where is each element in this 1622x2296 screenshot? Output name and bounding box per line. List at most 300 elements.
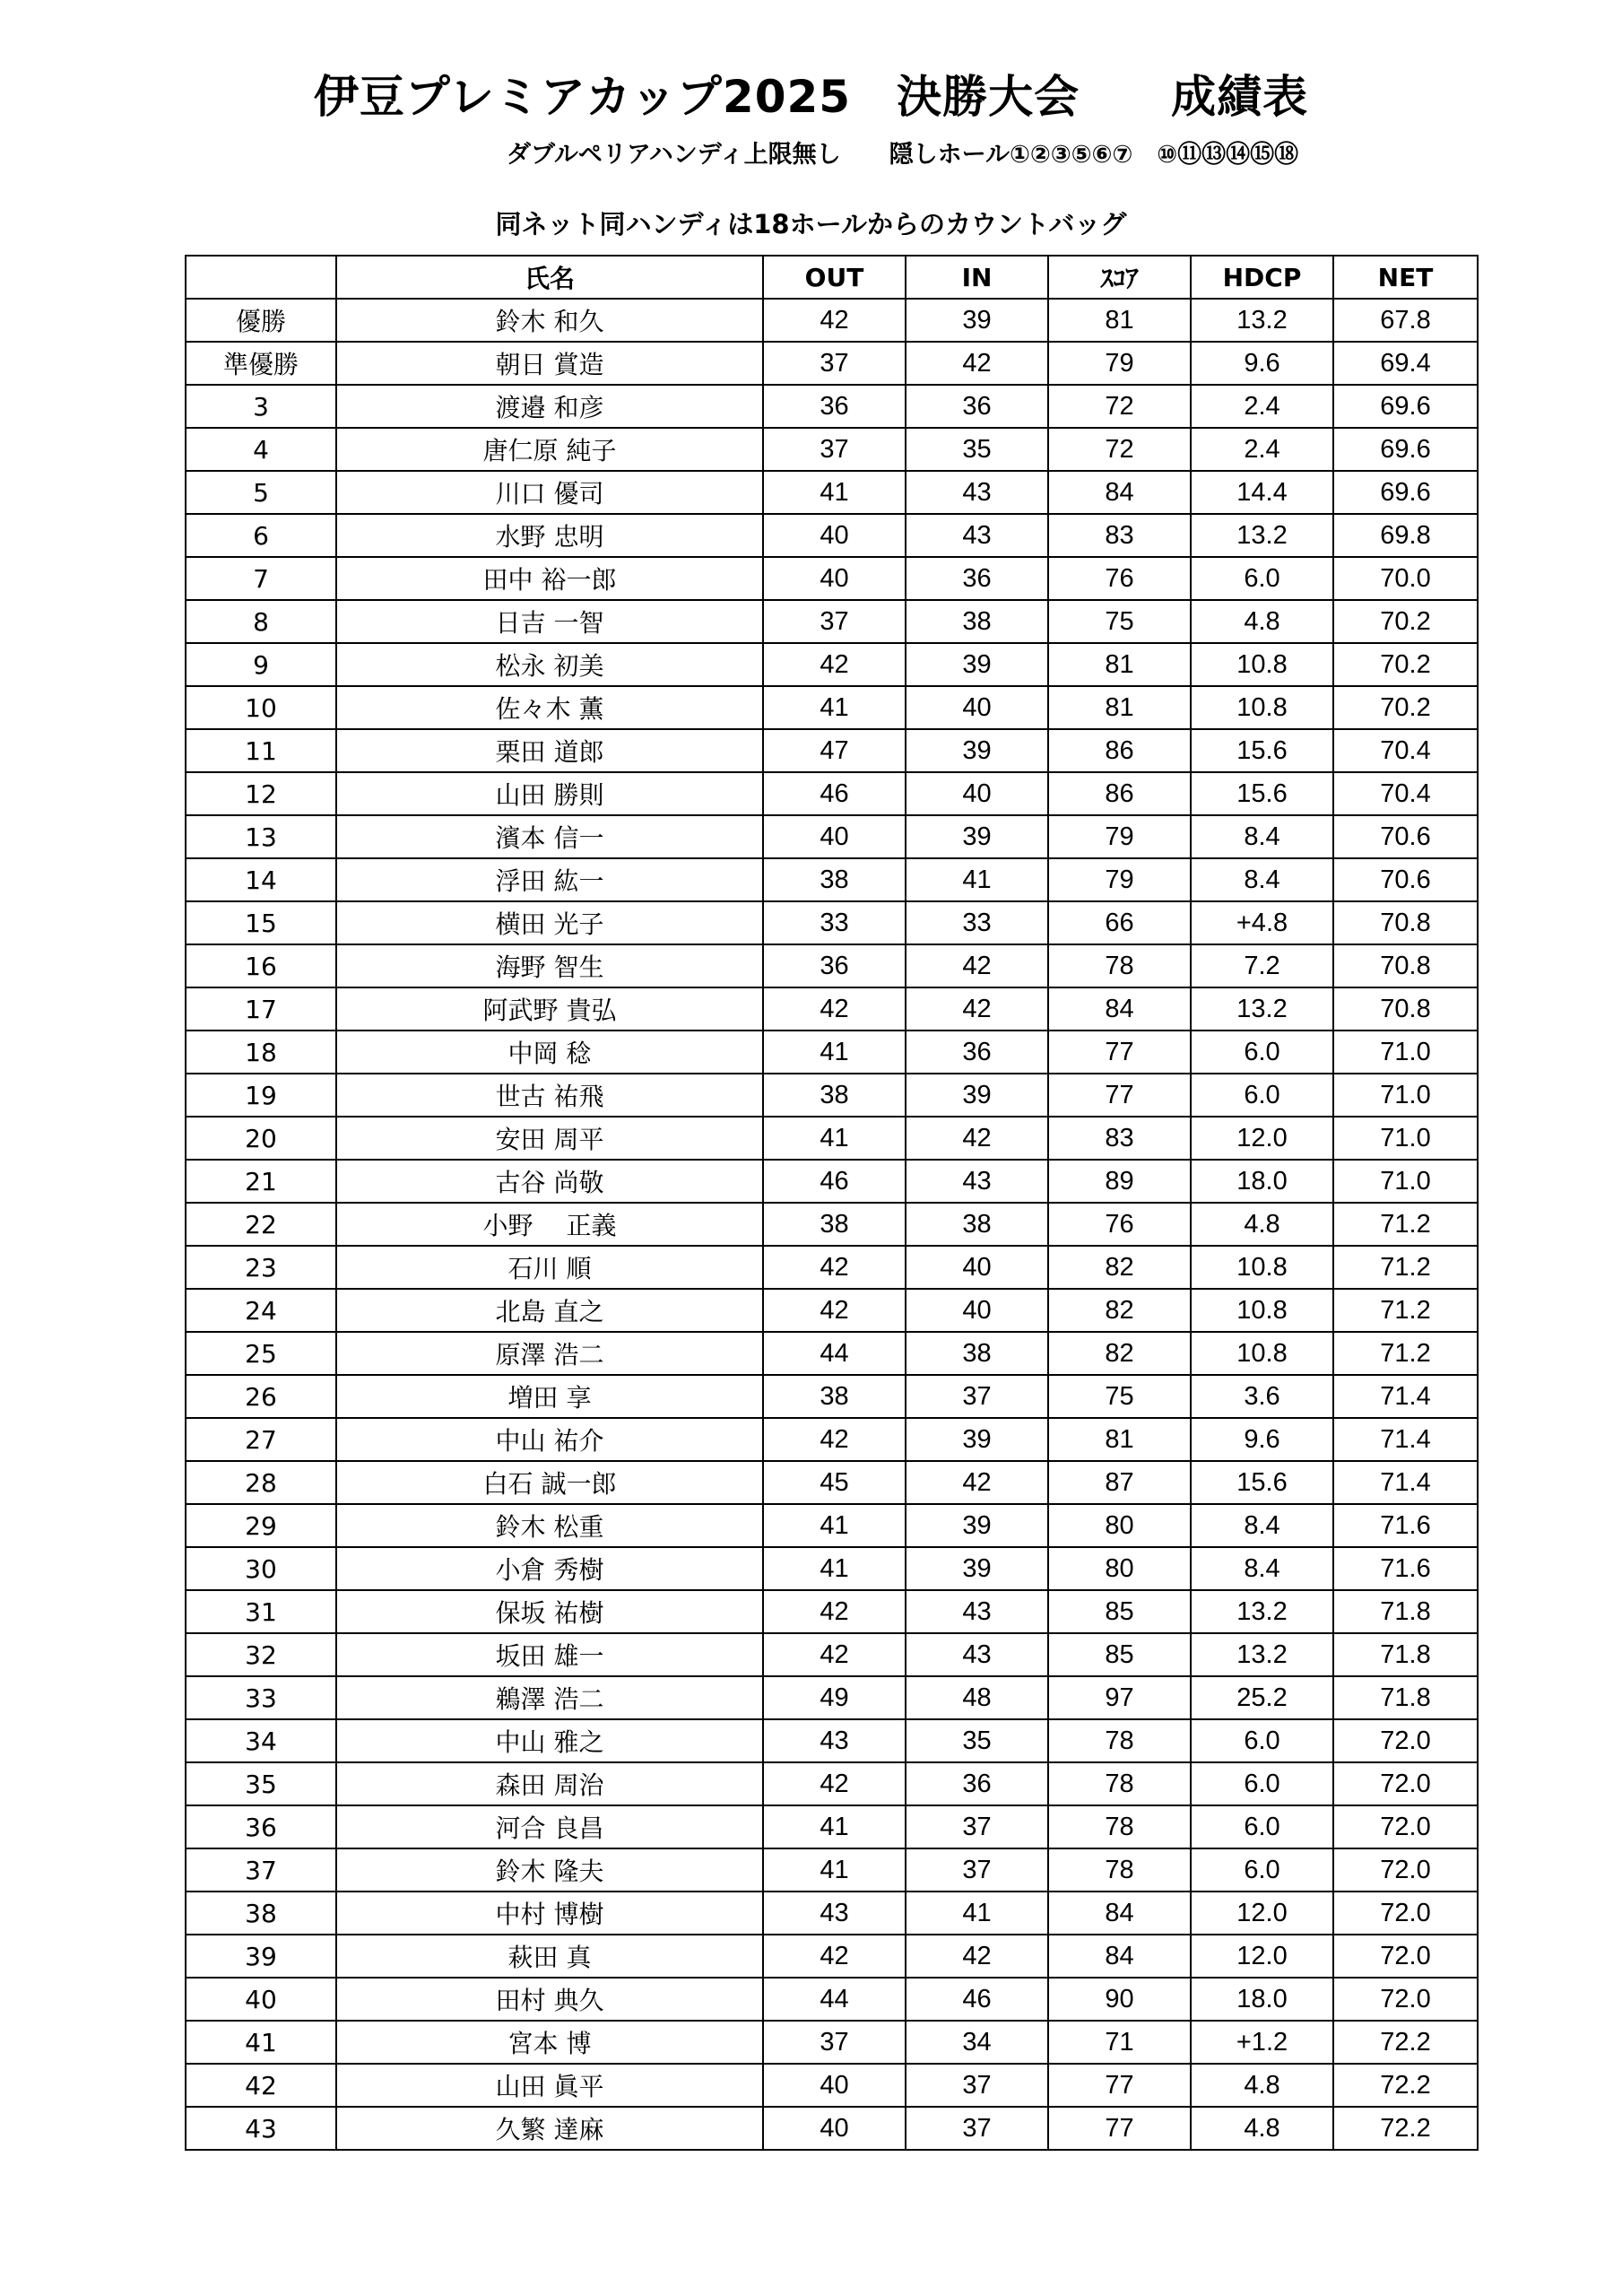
in-cell: 46 — [906, 1978, 1048, 2021]
score-cell: 80 — [1048, 1547, 1191, 1590]
net-cell: 70.8 — [1333, 901, 1478, 944]
score-cell: 78 — [1048, 1805, 1191, 1848]
rank-cell: 18 — [186, 1031, 336, 1074]
name-cell: 横田 光子 — [336, 901, 763, 944]
out-cell: 37 — [763, 428, 906, 471]
out-cell: 46 — [763, 772, 906, 815]
table-row — [186, 815, 1478, 858]
out-cell: 40 — [763, 815, 906, 858]
hdcp-cell: 6.0 — [1191, 1719, 1333, 1762]
name-cell: 坂田 雄一 — [336, 1633, 763, 1676]
column-header-name: 氏名 — [336, 256, 763, 299]
out-cell: 38 — [763, 1375, 906, 1418]
in-cell: 36 — [906, 1762, 1048, 1805]
in-cell: 43 — [906, 514, 1048, 557]
out-cell: 37 — [763, 600, 906, 643]
out-cell: 40 — [763, 2064, 906, 2107]
hdcp-cell: 18.0 — [1191, 1978, 1333, 2021]
score-cell: 83 — [1048, 1117, 1191, 1160]
name-cell: 河合 良昌 — [336, 1805, 763, 1848]
out-cell: 41 — [763, 1117, 906, 1160]
table-row — [186, 987, 1478, 1031]
hdcp-cell: 25.2 — [1191, 1676, 1333, 1719]
rank-cell: 40 — [186, 1978, 336, 2021]
hdcp-cell: 12.0 — [1191, 1892, 1333, 1935]
net-cell: 72.0 — [1333, 1762, 1478, 1805]
net-cell: 72.2 — [1333, 2021, 1478, 2064]
table-row — [186, 1633, 1478, 1676]
in-cell: 36 — [906, 557, 1048, 600]
table-row — [186, 1676, 1478, 1719]
rank-cell: 19 — [186, 1074, 336, 1117]
rank-cell: 33 — [186, 1676, 336, 1719]
rank-cell: 6 — [186, 514, 336, 557]
rank-cell: 優勝 — [186, 299, 336, 342]
name-cell: 松永 初美 — [336, 643, 763, 686]
out-cell: 40 — [763, 2107, 906, 2150]
rank-cell: 23 — [186, 1246, 336, 1289]
name-cell: 山田 眞平 — [336, 2064, 763, 2107]
net-cell: 67.8 — [1333, 299, 1478, 342]
score-cell: 82 — [1048, 1332, 1191, 1375]
hdcp-cell: +1.2 — [1191, 2021, 1333, 2064]
net-cell: 72.0 — [1333, 1892, 1478, 1935]
out-cell: 41 — [763, 1504, 906, 1547]
score-cell: 76 — [1048, 1203, 1191, 1246]
column-header-score: ｽｺｱ — [1048, 256, 1191, 299]
in-cell: 43 — [906, 471, 1048, 514]
name-cell: 栗田 道郎 — [336, 729, 763, 772]
score-cell: 84 — [1048, 1892, 1191, 1935]
rank-cell: 21 — [186, 1160, 336, 1203]
name-cell: 海野 智生 — [336, 944, 763, 987]
hdcp-cell: 12.0 — [1191, 1935, 1333, 1978]
rank-cell: 38 — [186, 1892, 336, 1935]
name-cell: 川口 優司 — [336, 471, 763, 514]
column-header-in: IN — [906, 256, 1048, 299]
in-cell: 48 — [906, 1676, 1048, 1719]
hdcp-cell: 13.2 — [1191, 514, 1333, 557]
table-row — [186, 1074, 1478, 1117]
results-table — [185, 255, 1479, 2151]
net-cell: 71.0 — [1333, 1160, 1478, 1203]
table-row — [186, 1461, 1478, 1504]
score-cell: 78 — [1048, 1719, 1191, 1762]
in-cell: 42 — [906, 342, 1048, 385]
name-cell: 日吉 一智 — [336, 600, 763, 643]
out-cell: 49 — [763, 1676, 906, 1719]
name-cell: 佐々木 薫 — [336, 686, 763, 729]
in-cell: 40 — [906, 686, 1048, 729]
net-cell: 71.2 — [1333, 1289, 1478, 1332]
rank-cell: 39 — [186, 1935, 336, 1978]
name-cell: 久繁 達麻 — [336, 2107, 763, 2150]
out-cell: 41 — [763, 471, 906, 514]
net-cell: 70.8 — [1333, 987, 1478, 1031]
in-cell: 37 — [906, 1848, 1048, 1892]
hdcp-cell: 13.2 — [1191, 1590, 1333, 1633]
score-cell: 82 — [1048, 1246, 1191, 1289]
net-cell: 72.0 — [1333, 1719, 1478, 1762]
countback-note: 同ネット同ハンディは18ホールからのカウントバッグ — [495, 209, 1127, 239]
hdcp-cell: 10.8 — [1191, 1246, 1333, 1289]
hdcp-cell: 6.0 — [1191, 1805, 1333, 1848]
out-cell: 42 — [763, 987, 906, 1031]
name-cell: 小野 正義 — [336, 1203, 763, 1246]
in-cell: 39 — [906, 299, 1048, 342]
net-cell: 71.2 — [1333, 1332, 1478, 1375]
out-cell: 43 — [763, 1892, 906, 1935]
rank-cell: 43 — [186, 2107, 336, 2150]
in-cell: 42 — [906, 1117, 1048, 1160]
in-cell: 39 — [906, 815, 1048, 858]
in-cell: 38 — [906, 1203, 1048, 1246]
in-cell: 43 — [906, 1160, 1048, 1203]
score-cell: 81 — [1048, 643, 1191, 686]
table-row — [186, 342, 1478, 385]
hdcp-cell: 4.8 — [1191, 1203, 1333, 1246]
table-row — [186, 944, 1478, 987]
net-cell: 70.0 — [1333, 557, 1478, 600]
hdcp-cell: 3.6 — [1191, 1375, 1333, 1418]
table-row — [186, 643, 1478, 686]
name-cell: 濱本 信一 — [336, 815, 763, 858]
out-cell: 41 — [763, 1805, 906, 1848]
out-cell: 38 — [763, 858, 906, 901]
out-cell: 42 — [763, 299, 906, 342]
column-header-hdcp: HDCP — [1191, 256, 1333, 299]
score-cell: 90 — [1048, 1978, 1191, 2021]
rank-cell: 29 — [186, 1504, 336, 1547]
table-row — [186, 1289, 1478, 1332]
table-row — [186, 1719, 1478, 1762]
rank-cell: 10 — [186, 686, 336, 729]
column-header-rank — [186, 256, 336, 299]
name-cell: 朝日 賞造 — [336, 342, 763, 385]
table-row — [186, 1375, 1478, 1418]
score-cell: 76 — [1048, 557, 1191, 600]
hdcp-cell: 10.8 — [1191, 643, 1333, 686]
net-cell: 71.8 — [1333, 1676, 1478, 1719]
table-row — [186, 1848, 1478, 1892]
net-cell: 71.2 — [1333, 1246, 1478, 1289]
score-cell: 85 — [1048, 1633, 1191, 1676]
hdcp-cell: 6.0 — [1191, 1074, 1333, 1117]
table-row — [186, 428, 1478, 471]
net-cell: 71.4 — [1333, 1375, 1478, 1418]
in-cell: 36 — [906, 1031, 1048, 1074]
net-cell: 70.4 — [1333, 772, 1478, 815]
score-cell: 86 — [1048, 772, 1191, 815]
score-cell: 71 — [1048, 2021, 1191, 2064]
rank-cell: 41 — [186, 2021, 336, 2064]
name-cell: 石川 順 — [336, 1246, 763, 1289]
in-cell: 36 — [906, 385, 1048, 428]
in-cell: 40 — [906, 1289, 1048, 1332]
table-row — [186, 514, 1478, 557]
out-cell: 42 — [763, 1935, 906, 1978]
in-cell: 43 — [906, 1633, 1048, 1676]
out-cell: 37 — [763, 2021, 906, 2064]
table-row — [186, 600, 1478, 643]
score-cell: 72 — [1048, 428, 1191, 471]
name-cell: 北島 直之 — [336, 1289, 763, 1332]
rank-cell: 24 — [186, 1289, 336, 1332]
name-cell: 鈴木 隆夫 — [336, 1848, 763, 1892]
out-cell: 42 — [763, 1762, 906, 1805]
out-cell: 41 — [763, 1031, 906, 1074]
rank-cell: 7 — [186, 557, 336, 600]
score-cell: 97 — [1048, 1676, 1191, 1719]
table-row — [186, 2064, 1478, 2107]
net-cell: 72.0 — [1333, 1978, 1478, 2021]
hdcp-cell: 8.4 — [1191, 1504, 1333, 1547]
rank-cell: 8 — [186, 600, 336, 643]
net-cell: 70.2 — [1333, 686, 1478, 729]
name-cell: 原澤 浩二 — [336, 1332, 763, 1375]
table-row — [186, 299, 1478, 342]
in-cell: 43 — [906, 1590, 1048, 1633]
name-cell: 田村 典久 — [336, 1978, 763, 2021]
in-cell: 40 — [906, 1246, 1048, 1289]
in-cell: 37 — [906, 1375, 1048, 1418]
in-cell: 35 — [906, 1719, 1048, 1762]
hdcp-cell: 13.2 — [1191, 1633, 1333, 1676]
in-cell: 37 — [906, 2064, 1048, 2107]
hdcp-cell: 13.2 — [1191, 299, 1333, 342]
table-row — [186, 1805, 1478, 1848]
in-cell: 35 — [906, 428, 1048, 471]
in-cell: 39 — [906, 1418, 1048, 1461]
table-row — [186, 1935, 1478, 1978]
net-cell: 70.2 — [1333, 643, 1478, 686]
hdcp-cell: 10.8 — [1191, 1289, 1333, 1332]
out-cell: 41 — [763, 1547, 906, 1590]
out-cell: 37 — [763, 342, 906, 385]
rank-cell: 15 — [186, 901, 336, 944]
hdcp-cell: 4.8 — [1191, 2064, 1333, 2107]
score-cell: 87 — [1048, 1461, 1191, 1504]
in-cell: 42 — [906, 944, 1048, 987]
score-cell: 84 — [1048, 471, 1191, 514]
score-cell: 79 — [1048, 815, 1191, 858]
net-cell: 71.4 — [1333, 1418, 1478, 1461]
net-cell: 71.6 — [1333, 1547, 1478, 1590]
rank-cell: 13 — [186, 815, 336, 858]
hdcp-cell: 10.8 — [1191, 686, 1333, 729]
name-cell: 中山 雅之 — [336, 1719, 763, 1762]
name-cell: 安田 周平 — [336, 1117, 763, 1160]
hdcp-cell: 15.6 — [1191, 729, 1333, 772]
hdcp-cell: 13.2 — [1191, 987, 1333, 1031]
results-table-body — [186, 299, 1478, 2150]
score-cell: 75 — [1048, 1375, 1191, 1418]
out-cell: 42 — [763, 1418, 906, 1461]
rank-cell: 31 — [186, 1590, 336, 1633]
out-cell: 45 — [763, 1461, 906, 1504]
hdcp-cell: 10.8 — [1191, 1332, 1333, 1375]
rank-cell: 5 — [186, 471, 336, 514]
hdcp-cell: 6.0 — [1191, 1031, 1333, 1074]
score-cell: 84 — [1048, 1935, 1191, 1978]
out-cell: 46 — [763, 1160, 906, 1203]
hdcp-cell: 7.2 — [1191, 944, 1333, 987]
out-cell: 42 — [763, 643, 906, 686]
in-cell: 39 — [906, 1074, 1048, 1117]
name-cell: 世古 祐飛 — [336, 1074, 763, 1117]
out-cell: 33 — [763, 901, 906, 944]
score-cell: 81 — [1048, 299, 1191, 342]
name-cell: 中村 博樹 — [336, 1892, 763, 1935]
hdcp-cell: 12.0 — [1191, 1117, 1333, 1160]
handicap-rule-text: ダブルペリアハンディ上限無し 隠しホール①②③⑤⑥⑦ ⑩⑪⑬⑭⑮⑱ — [507, 141, 1299, 169]
hdcp-cell: 8.4 — [1191, 858, 1333, 901]
score-cell: 77 — [1048, 1031, 1191, 1074]
hdcp-cell: 6.0 — [1191, 1762, 1333, 1805]
net-cell: 70.6 — [1333, 858, 1478, 901]
net-cell: 69.8 — [1333, 514, 1478, 557]
table-row — [186, 1978, 1478, 2021]
out-cell: 44 — [763, 1332, 906, 1375]
in-cell: 38 — [906, 600, 1048, 643]
score-cell: 80 — [1048, 1504, 1191, 1547]
hdcp-cell: 2.4 — [1191, 385, 1333, 428]
hdcp-cell: +4.8 — [1191, 901, 1333, 944]
out-cell: 42 — [763, 1633, 906, 1676]
net-cell: 70.2 — [1333, 600, 1478, 643]
rank-cell: 35 — [186, 1762, 336, 1805]
score-cell: 78 — [1048, 944, 1191, 987]
table-row — [186, 1332, 1478, 1375]
in-cell: 39 — [906, 1504, 1048, 1547]
table-row — [186, 729, 1478, 772]
net-cell: 71.0 — [1333, 1117, 1478, 1160]
rank-cell: 9 — [186, 643, 336, 686]
score-cell: 78 — [1048, 1848, 1191, 1892]
net-cell: 69.6 — [1333, 428, 1478, 471]
in-cell: 40 — [906, 772, 1048, 815]
out-cell: 42 — [763, 1246, 906, 1289]
score-cell: 79 — [1048, 342, 1191, 385]
rank-cell: 準優勝 — [186, 342, 336, 385]
net-cell: 72.0 — [1333, 1805, 1478, 1848]
table-row — [186, 471, 1478, 514]
score-cell: 79 — [1048, 858, 1191, 901]
score-cell: 77 — [1048, 2064, 1191, 2107]
net-cell: 71.8 — [1333, 1633, 1478, 1676]
score-cell: 84 — [1048, 987, 1191, 1031]
in-cell: 42 — [906, 1935, 1048, 1978]
out-cell: 47 — [763, 729, 906, 772]
table-row — [186, 1504, 1478, 1547]
name-cell: 萩田 真 — [336, 1935, 763, 1978]
name-cell: 渡邉 和彦 — [336, 385, 763, 428]
net-cell: 71.4 — [1333, 1461, 1478, 1504]
score-cell: 89 — [1048, 1160, 1191, 1203]
name-cell: 唐仁原 純子 — [336, 428, 763, 471]
score-cell: 66 — [1048, 901, 1191, 944]
rank-cell: 30 — [186, 1547, 336, 1590]
table-row — [186, 1418, 1478, 1461]
hdcp-cell: 15.6 — [1191, 1461, 1333, 1504]
in-cell: 37 — [906, 1805, 1048, 1848]
score-cell: 77 — [1048, 1074, 1191, 1117]
rank-cell: 12 — [186, 772, 336, 815]
rank-cell: 3 — [186, 385, 336, 428]
rank-cell: 22 — [186, 1203, 336, 1246]
net-cell: 69.6 — [1333, 471, 1478, 514]
out-cell: 43 — [763, 1719, 906, 1762]
in-cell: 42 — [906, 987, 1048, 1031]
name-cell: 中山 祐介 — [336, 1418, 763, 1461]
name-cell: 田中 裕一郎 — [336, 557, 763, 600]
name-cell: 白石 誠一郎 — [336, 1461, 763, 1504]
hdcp-cell: 2.4 — [1191, 428, 1333, 471]
table-row — [186, 1762, 1478, 1805]
rank-cell: 26 — [186, 1375, 336, 1418]
in-cell: 39 — [906, 729, 1048, 772]
name-cell: 鵜澤 浩二 — [336, 1676, 763, 1719]
in-cell: 39 — [906, 1547, 1048, 1590]
out-cell: 36 — [763, 944, 906, 987]
rank-cell: 4 — [186, 428, 336, 471]
score-cell: 81 — [1048, 686, 1191, 729]
in-cell: 42 — [906, 1461, 1048, 1504]
out-cell: 42 — [763, 1590, 906, 1633]
rank-cell: 17 — [186, 987, 336, 1031]
name-cell: 鈴木 和久 — [336, 299, 763, 342]
score-cell: 85 — [1048, 1590, 1191, 1633]
table-row — [186, 1246, 1478, 1289]
table-row — [186, 901, 1478, 944]
rank-cell: 20 — [186, 1117, 336, 1160]
net-cell: 70.8 — [1333, 944, 1478, 987]
net-cell: 71.6 — [1333, 1504, 1478, 1547]
in-cell: 39 — [906, 643, 1048, 686]
table-row — [186, 1892, 1478, 1935]
name-cell: 中岡 稔 — [336, 1031, 763, 1074]
name-cell: 水野 忠明 — [336, 514, 763, 557]
out-cell: 41 — [763, 1848, 906, 1892]
name-cell: 宮本 博 — [336, 2021, 763, 2064]
in-cell: 34 — [906, 2021, 1048, 2064]
table-row — [186, 1117, 1478, 1160]
name-cell: 小倉 秀樹 — [336, 1547, 763, 1590]
score-cell: 86 — [1048, 729, 1191, 772]
name-cell: 森田 周治 — [336, 1762, 763, 1805]
out-cell: 42 — [763, 1289, 906, 1332]
table-row — [186, 557, 1478, 600]
score-cell: 81 — [1048, 1418, 1191, 1461]
hdcp-cell: 4.8 — [1191, 2107, 1333, 2150]
name-cell: 増田 享 — [336, 1375, 763, 1418]
score-cell: 78 — [1048, 1762, 1191, 1805]
score-cell: 77 — [1048, 2107, 1191, 2150]
table-row — [186, 1160, 1478, 1203]
rank-cell: 34 — [186, 1719, 336, 1762]
in-cell: 38 — [906, 1332, 1048, 1375]
table-row — [186, 385, 1478, 428]
name-cell: 浮田 紘一 — [336, 858, 763, 901]
in-cell: 41 — [906, 858, 1048, 901]
hdcp-cell: 9.6 — [1191, 1418, 1333, 1461]
score-cell: 83 — [1048, 514, 1191, 557]
name-cell: 古谷 尚敬 — [336, 1160, 763, 1203]
net-cell: 72.2 — [1333, 2064, 1478, 2107]
net-cell: 69.6 — [1333, 385, 1478, 428]
hdcp-cell: 6.0 — [1191, 557, 1333, 600]
net-cell: 72.2 — [1333, 2107, 1478, 2150]
